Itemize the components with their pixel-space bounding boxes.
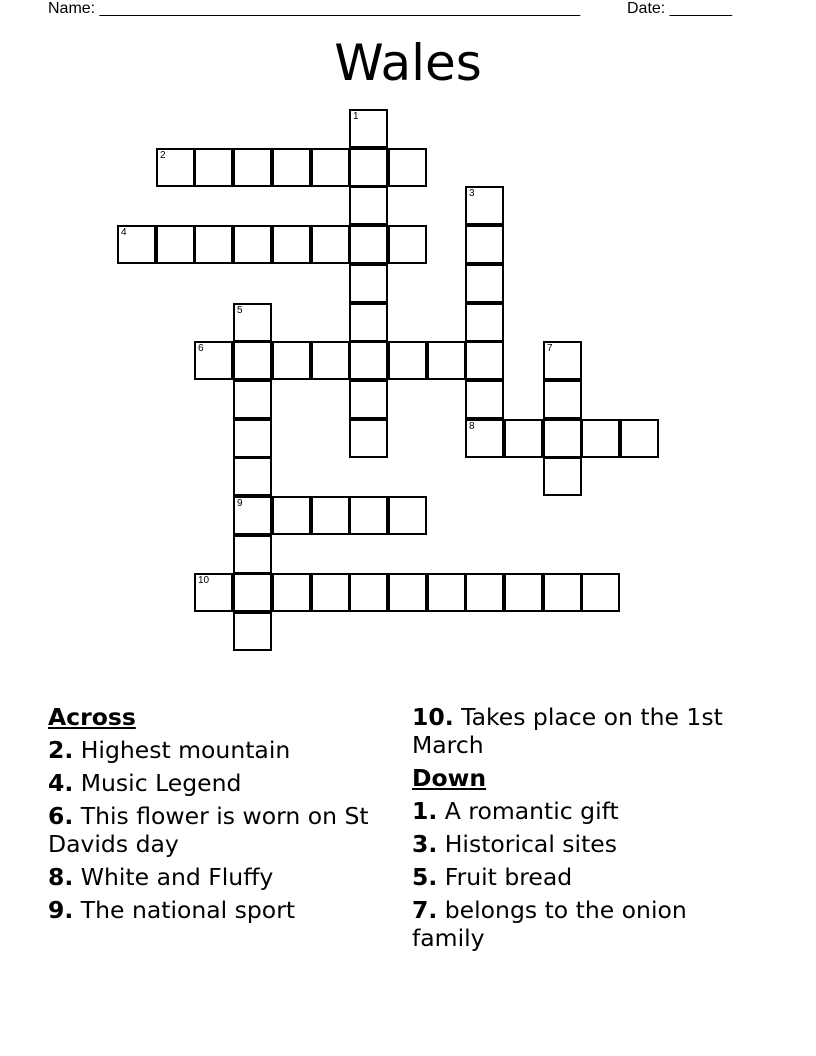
crossword-cell[interactable] — [543, 419, 582, 458]
crossword-cell[interactable] — [581, 573, 620, 612]
clue-across-9 — [48, 896, 388, 924]
crossword-cell[interactable] — [233, 303, 272, 342]
crossword-cell[interactable] — [233, 573, 272, 612]
clue-down-7 — [412, 896, 752, 952]
crossword-cell[interactable] — [504, 419, 543, 458]
crossword-cell[interactable] — [465, 303, 504, 342]
crossword-cell[interactable] — [272, 341, 311, 380]
crossword-cell[interactable] — [194, 148, 233, 187]
clue-number: 4. — [48, 769, 74, 797]
clue-across-6 — [48, 802, 388, 858]
clue-across-2 — [48, 736, 388, 764]
crossword-cell[interactable] — [272, 573, 311, 612]
clue-text: White and Fluffy — [80, 863, 274, 891]
crossword-cell[interactable] — [156, 148, 195, 187]
date-field-label: Date: _______ — [627, 0, 732, 17]
crossword-cell[interactable] — [272, 148, 311, 187]
cell-number: 3 — [469, 188, 475, 199]
clue-text: Fruit bread — [444, 863, 573, 891]
crossword-cell[interactable] — [349, 496, 388, 535]
crossword-cell[interactable] — [117, 225, 156, 264]
cell-number: 9 — [237, 498, 243, 509]
cell-number: 2 — [160, 150, 166, 161]
crossword-cell[interactable] — [349, 419, 388, 458]
cell-number: 7 — [547, 343, 553, 354]
crossword-cell[interactable] — [233, 341, 272, 380]
clue-down-3 — [412, 830, 752, 858]
cell-number: 5 — [237, 305, 243, 316]
across-heading: Across — [48, 703, 136, 731]
clue-number: 3. — [412, 830, 438, 858]
clue-text: A romantic gift — [444, 797, 619, 825]
crossword-cell[interactable] — [465, 264, 504, 303]
clue-number: 2. — [48, 736, 74, 764]
clue-text: Highest mountain — [80, 736, 291, 764]
crossword-cell[interactable] — [311, 225, 350, 264]
crossword-cell[interactable] — [543, 457, 582, 496]
crossword-cell[interactable] — [349, 148, 388, 187]
clue-number: 9. — [48, 896, 74, 924]
crossword-cell[interactable] — [272, 496, 311, 535]
crossword-cell[interactable] — [427, 573, 466, 612]
crossword-cell[interactable] — [504, 573, 543, 612]
crossword-cell[interactable] — [311, 496, 350, 535]
page-title: Wales — [334, 34, 482, 92]
crossword-cell[interactable] — [465, 380, 504, 419]
clue-number: 6. — [48, 802, 74, 830]
crossword-cell[interactable] — [388, 573, 427, 612]
crossword-cell[interactable] — [349, 341, 388, 380]
crossword-cell[interactable] — [388, 341, 427, 380]
crossword-cell[interactable] — [272, 225, 311, 264]
crossword-cell[interactable] — [349, 109, 388, 148]
clue-text: Music Legend — [80, 769, 242, 797]
clue-text: This flower is worn on St Davids day — [48, 802, 369, 858]
clue-text: belongs to the onion family — [412, 896, 687, 952]
crossword-cell[interactable] — [233, 148, 272, 187]
cell-number: 1 — [353, 111, 359, 122]
clue-number: 8. — [48, 863, 74, 891]
clue-text: Takes place on the 1st March — [412, 703, 723, 759]
clue-text: Historical sites — [444, 830, 617, 858]
clue-across-4 — [48, 769, 388, 797]
clue-across-10 — [412, 703, 752, 759]
crossword-cell[interactable] — [233, 225, 272, 264]
crossword-cell[interactable] — [349, 225, 388, 264]
crossword-cell[interactable] — [194, 341, 233, 380]
crossword-cell[interactable] — [156, 225, 195, 264]
crossword-cell[interactable] — [349, 186, 388, 225]
crossword-cell[interactable] — [620, 419, 659, 458]
clue-down-5 — [412, 863, 752, 891]
cell-number: 10 — [198, 575, 210, 586]
clues-column-right — [412, 703, 752, 957]
name-field-label: Name: ______________________________________________________ — [48, 0, 581, 17]
crossword-cell[interactable] — [465, 225, 504, 264]
clue-number: 7. — [412, 896, 438, 924]
cell-number: 8 — [469, 421, 475, 432]
crossword-cell[interactable] — [349, 380, 388, 419]
crossword-cell[interactable] — [543, 380, 582, 419]
clue-text: The national sport — [80, 896, 296, 924]
crossword-cell[interactable] — [388, 148, 427, 187]
clue-number: 1. — [412, 797, 438, 825]
crossword-cell[interactable] — [311, 341, 350, 380]
crossword-cell[interactable] — [233, 612, 272, 651]
crossword-cell[interactable] — [311, 148, 350, 187]
down-heading: Down — [412, 764, 487, 792]
crossword-cell[interactable] — [543, 573, 582, 612]
crossword-cell[interactable] — [465, 573, 504, 612]
crossword-cell[interactable] — [233, 380, 272, 419]
crossword-cell[interactable] — [543, 341, 582, 380]
crossword-cell[interactable] — [233, 535, 272, 574]
crossword-cell[interactable] — [465, 341, 504, 380]
clue-number: 5. — [412, 863, 438, 891]
clue-down-1 — [412, 797, 752, 825]
crossword-cell[interactable] — [581, 419, 620, 458]
crossword-cell[interactable] — [349, 303, 388, 342]
clue-number: 10. — [412, 703, 454, 731]
crossword-cell[interactable] — [388, 225, 427, 264]
crossword-cell[interactable] — [311, 573, 350, 612]
cell-number: 4 — [121, 227, 127, 238]
crossword-cell[interactable] — [349, 573, 388, 612]
crossword-cell[interactable] — [388, 496, 427, 535]
crossword-cell[interactable] — [427, 341, 466, 380]
crossword-cell[interactable] — [349, 264, 388, 303]
crossword-cell[interactable] — [233, 419, 272, 458]
cell-number: 6 — [198, 343, 204, 354]
crossword-cell[interactable] — [194, 225, 233, 264]
crossword-cell[interactable] — [465, 186, 504, 225]
crossword-cell[interactable] — [465, 419, 504, 458]
crossword-cell[interactable] — [233, 457, 272, 496]
clues-column-left — [48, 703, 388, 929]
crossword-cell[interactable] — [233, 496, 272, 535]
crossword-cell[interactable] — [194, 573, 233, 612]
clue-across-8 — [48, 863, 388, 891]
